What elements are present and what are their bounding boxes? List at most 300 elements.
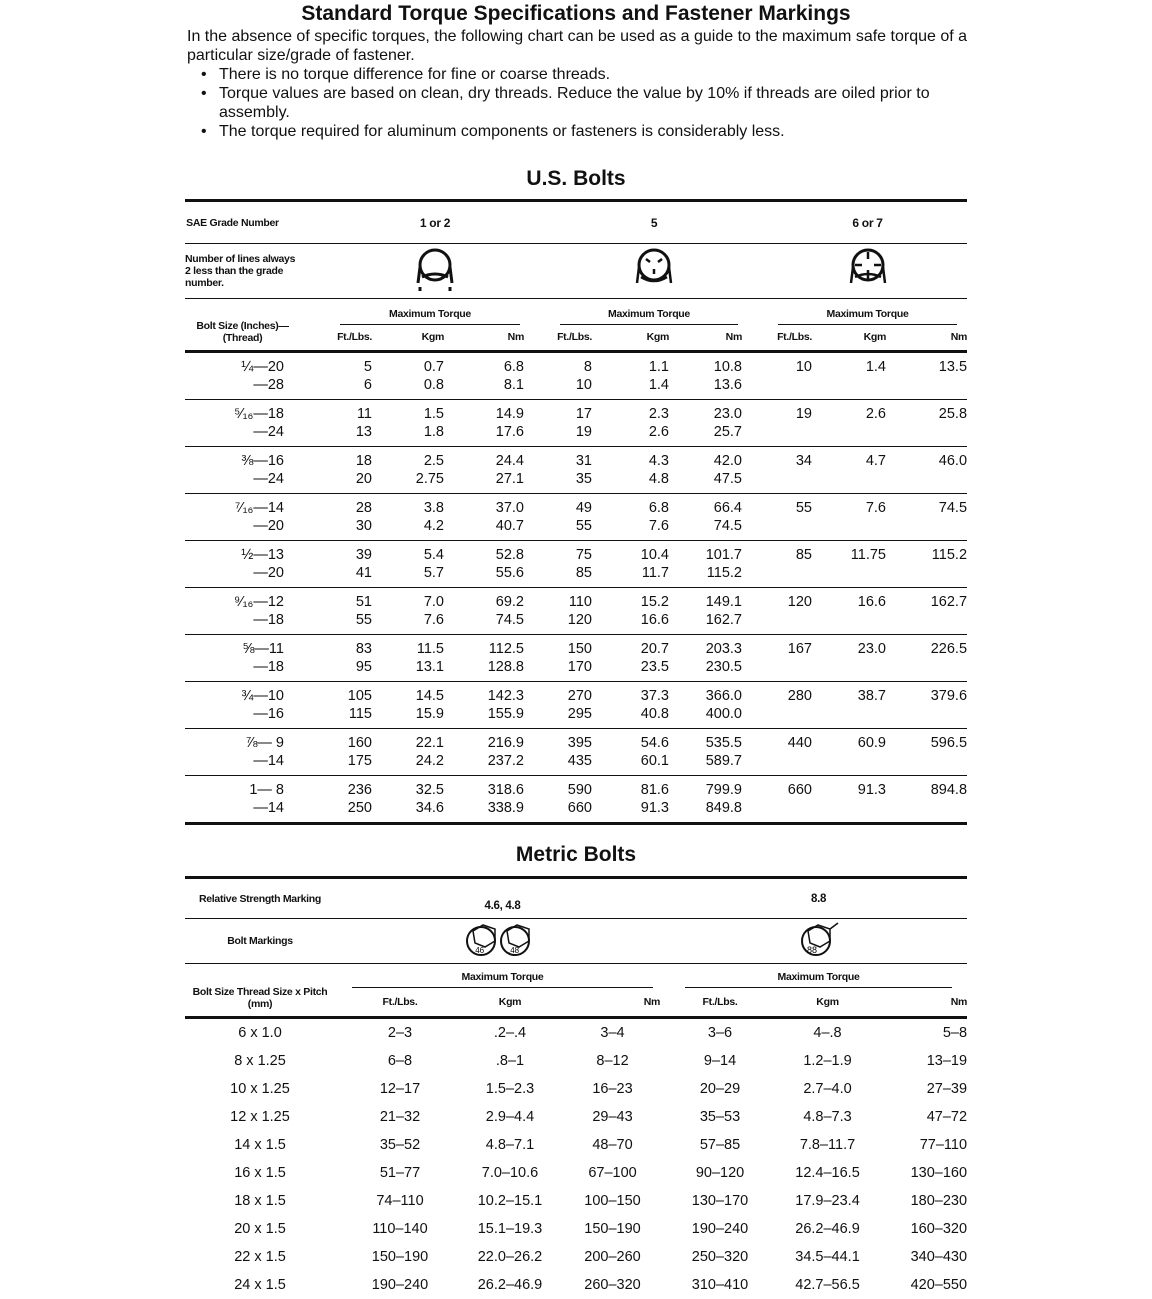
torque-cell — [748, 564, 818, 588]
torque-cell — [818, 423, 892, 447]
torque-cell: 175 — [347, 753, 372, 769]
torque-cell: 6.8 — [503, 359, 524, 375]
unit-label: Nm — [950, 331, 968, 344]
torque-cell: 250–320 — [691, 1249, 749, 1265]
torque-cell: 12.4–16.5 — [795, 1165, 860, 1181]
torque-cell: 590 — [567, 782, 592, 798]
bolt-size-cell: 16 x 1.5 — [234, 1165, 286, 1181]
torque-cell: 18 — [355, 453, 372, 469]
torque-cell: 16.6 — [640, 612, 669, 628]
torque-cell — [818, 517, 892, 541]
torque-cell: 400.0 — [705, 706, 742, 722]
markings-label: Bolt Markings — [185, 919, 335, 964]
torque-cell: 260–320 — [584, 1277, 641, 1293]
torque-cell: 8 — [583, 359, 592, 375]
torque-cell: 54.6 — [640, 735, 669, 751]
torque-cell: 2.3 — [648, 406, 669, 422]
torque-cell: 3–6 — [707, 1025, 733, 1041]
bolt-size-cell: ⅝—11 — [242, 641, 284, 657]
torque-cell: 660 — [787, 782, 812, 798]
table-row — [185, 1159, 967, 1187]
table-row — [185, 682, 967, 706]
table-row — [185, 1075, 967, 1103]
torque-cell: 6–8 — [387, 1053, 413, 1069]
bolt-head-grade-2-icon — [300, 244, 530, 299]
torque-cell: 190–240 — [691, 1221, 749, 1237]
max-torque-label: Maximum Torque — [340, 308, 520, 325]
bullet: • The torque required for aluminum components or fasteners is considerably less. — [201, 122, 977, 141]
bolt-size-cell: —24 — [253, 424, 284, 440]
torque-cell: 10 — [795, 359, 812, 375]
torque-cell: 110 — [568, 594, 592, 610]
bolt-size-cell: ½—13 — [241, 547, 284, 563]
lines-label: Number of lines always 2 less than the grade number. — [185, 244, 300, 299]
torque-cell — [748, 658, 818, 682]
grade-label: 6 or 7 — [748, 201, 967, 244]
torque-cell — [818, 470, 892, 494]
torque-cell: 596.5 — [930, 735, 968, 751]
torque-cell: 42.7–56.5 — [795, 1277, 860, 1293]
bolt-size-group — [185, 729, 967, 776]
unit-label: Nm — [507, 331, 524, 344]
torque-cell: 8.1 — [503, 377, 524, 393]
torque-cell: 310–410 — [691, 1277, 749, 1293]
torque-cell: 20.7 — [640, 641, 669, 657]
table-row — [185, 447, 967, 471]
torque-cell — [818, 564, 892, 588]
torque-cell: 24.4 — [495, 453, 524, 469]
torque-cell: 55 — [575, 518, 592, 534]
table-row — [185, 1131, 967, 1159]
torque-cell: 57–85 — [699, 1137, 741, 1153]
torque-cell: 10.4 — [640, 547, 669, 563]
torque-cell: 120 — [567, 612, 592, 628]
torque-cell: 5 — [363, 359, 372, 375]
torque-cell: 4.8–7.1 — [485, 1137, 535, 1153]
torque-cell: 155.9 — [487, 706, 524, 722]
torque-cell: 237.2 — [487, 753, 524, 769]
torque-cell — [748, 517, 818, 541]
torque-cell: 10.8 — [713, 359, 742, 375]
torque-cell: 318.6 — [487, 782, 524, 798]
torque-cell: 40.8 — [640, 706, 669, 722]
torque-cell: 13.5 — [938, 359, 968, 375]
torque-cell: 48–70 — [592, 1137, 633, 1153]
torque-cell: 74.5 — [938, 500, 968, 516]
torque-cell: 17.6 — [495, 424, 524, 440]
torque-cell — [892, 799, 967, 824]
torque-cell: 110–140 — [372, 1221, 428, 1237]
torque-cell: 226.5 — [930, 641, 968, 657]
torque-cell: 7.6 — [423, 612, 444, 628]
torque-cell: 660 — [567, 800, 592, 816]
torque-cell: 67–100 — [588, 1165, 637, 1181]
us-bolts-table — [185, 199, 967, 825]
bolt-size-cell: 8 x 1.25 — [234, 1053, 286, 1069]
torque-cell — [892, 376, 967, 400]
torque-cell: 11 — [356, 406, 372, 422]
bolt-size-cell: ⅞— 9 — [245, 735, 284, 751]
torque-cell: 39 — [355, 547, 372, 563]
strength-label: Relative Strength Marking — [185, 878, 335, 919]
torque-cell: 395 — [567, 735, 592, 751]
torque-cell: 74–110 — [376, 1193, 424, 1209]
torque-cell: 128.8 — [487, 659, 524, 675]
torque-cell: 51 — [355, 594, 372, 610]
table-row — [185, 470, 967, 494]
bolt-size-group — [185, 494, 967, 541]
torque-cell: 25.8 — [938, 406, 968, 422]
bolt-size-group — [185, 776, 967, 824]
bolt-size-cell: 6 x 1.0 — [238, 1025, 282, 1041]
torque-cell: 2–3 — [387, 1025, 413, 1041]
torque-cell: 19 — [795, 406, 812, 422]
torque-cell: 149.1 — [705, 594, 742, 610]
torque-cell: 83 — [355, 641, 372, 657]
torque-cell: 2.6 — [865, 406, 886, 422]
torque-cell: 894.8 — [930, 782, 968, 798]
metric-bolt-88-icon — [670, 919, 967, 964]
torque-cell: 7.0–10.6 — [481, 1165, 539, 1181]
bolt-size-cell: ¼—20 — [241, 359, 284, 375]
torque-cell: .8–1 — [495, 1053, 525, 1069]
torque-cell: 8–12 — [596, 1053, 629, 1069]
metric-bolt-46-48-icon — [335, 919, 670, 964]
torque-cell: 32.5 — [415, 782, 444, 798]
torque-cell: 440 — [787, 735, 812, 751]
torque-cell: 799.9 — [705, 782, 742, 798]
torque-cell: 95 — [355, 659, 372, 675]
torque-cell: 200–260 — [584, 1249, 641, 1265]
torque-cell: 5.4 — [423, 547, 444, 563]
torque-cell — [892, 423, 967, 447]
torque-cell: 130–160 — [910, 1165, 968, 1181]
table-row — [185, 752, 967, 776]
torque-cell: 51–77 — [379, 1165, 421, 1181]
table-row — [185, 729, 967, 753]
table-row — [185, 611, 967, 635]
torque-cell: 23.0 — [713, 406, 742, 422]
torque-cell: 7.6 — [648, 518, 669, 534]
bullet: • There is no torque difference for fine or coarse threads. — [201, 65, 977, 84]
torque-cell: 190–240 — [371, 1277, 429, 1293]
torque-cell: 55 — [355, 612, 372, 628]
torque-cell: 1.5 — [423, 406, 444, 422]
svg-text:.48: .48 — [507, 946, 519, 955]
torque-cell: 91.3 — [857, 782, 886, 798]
torque-cell: 81.6 — [640, 782, 669, 798]
torque-cell: 1.1 — [648, 359, 669, 375]
torque-cell: 60.1 — [640, 753, 669, 769]
table-row — [185, 1018, 967, 1048]
torque-cell: 142.3 — [487, 688, 524, 704]
torque-cell: 74.5 — [713, 518, 742, 534]
table-row — [185, 376, 967, 400]
torque-cell — [748, 423, 818, 447]
torque-cell: 23.5 — [640, 659, 669, 675]
torque-cell: 230.5 — [705, 659, 742, 675]
torque-cell: 34 — [795, 453, 812, 469]
torque-cell: 4.7 — [865, 453, 886, 469]
torque-cell: 6.8 — [648, 500, 669, 516]
torque-cell: 535.5 — [705, 735, 742, 751]
torque-cell — [892, 611, 967, 635]
torque-cell — [892, 470, 967, 494]
torque-cell: 203.3 — [705, 641, 742, 657]
unit-label: Kgm — [646, 331, 669, 344]
grade-label: 5 — [530, 201, 748, 244]
torque-cell: 31 — [575, 453, 592, 469]
torque-cell: 1.5–2.3 — [485, 1081, 535, 1097]
torque-cell: 15.1–19.3 — [477, 1221, 543, 1237]
max-torque-label: Maximum Torque — [778, 308, 957, 325]
torque-cell: 295 — [567, 706, 592, 722]
torque-cell — [748, 752, 818, 776]
bolt-head-grade-5-icon — [530, 244, 748, 299]
torque-cell: 4.8–7.3 — [803, 1109, 852, 1125]
bolt-size-cell: —18 — [253, 659, 284, 675]
torque-cell: 60.9 — [857, 735, 886, 751]
torque-cell: 120 — [787, 594, 812, 610]
torque-cell: 4.3 — [648, 453, 669, 469]
bolt-size-cell: 14 x 1.5 — [234, 1137, 286, 1153]
torque-cell: 589.7 — [705, 753, 742, 769]
bolt-size-cell: 18 x 1.5 — [234, 1193, 286, 1209]
torque-cell: 338.9 — [487, 800, 524, 816]
bolt-size-cell: 22 x 1.5 — [234, 1249, 286, 1265]
bolt-size-cell: —14 — [253, 800, 284, 816]
bolt-size-cell: 1— 8 — [249, 782, 284, 798]
table-row — [185, 423, 967, 447]
torque-cell: 47–72 — [926, 1109, 968, 1125]
torque-cell: 7.0 — [423, 594, 444, 610]
torque-cell — [748, 705, 818, 729]
bullet: • Torque values are based on clean, dry threads. Reduce the value by 10% if threads are oiled prior to assembly. — [201, 84, 977, 122]
torque-cell: 270 — [567, 688, 592, 704]
torque-cell: 5.7 — [423, 565, 444, 581]
unit-label: Nm — [725, 331, 742, 344]
torque-cell: 52.8 — [495, 547, 524, 563]
torque-cell: 23.0 — [857, 641, 886, 657]
bolt-size-cell: —16 — [253, 706, 284, 722]
unit-label: Ft./Lbs. — [557, 331, 592, 344]
torque-cell: 180–230 — [910, 1193, 968, 1209]
grade-label: 8.8 — [670, 878, 967, 919]
table-row — [185, 588, 967, 612]
max-torque-label: Maximum Torque — [685, 971, 952, 988]
torque-cell: 11.7 — [641, 565, 669, 581]
unit-label: Kgm — [421, 331, 444, 344]
torque-cell: 77–110 — [919, 1137, 968, 1153]
torque-cell: 35–53 — [699, 1109, 741, 1125]
torque-cell: 20 — [355, 471, 372, 487]
bolt-size-cell: —14 — [253, 753, 284, 769]
table-row — [185, 635, 967, 659]
torque-cell: 9–14 — [703, 1053, 737, 1069]
unit-label: Ft./Lbs. — [702, 995, 738, 1008]
torque-cell: 3.8 — [423, 500, 444, 516]
torque-cell: 35–52 — [379, 1137, 421, 1153]
bolt-size-cell: 24 x 1.5 — [234, 1277, 286, 1293]
torque-cell: 10 — [575, 377, 592, 393]
torque-cell — [818, 376, 892, 400]
torque-cell: 2.6 — [648, 424, 669, 440]
table-row — [185, 541, 967, 565]
torque-cell: 28 — [355, 500, 372, 516]
bolt-size-cell: 10 x 1.25 — [230, 1081, 290, 1097]
table-row — [185, 400, 967, 424]
unit-label: Ft./Lbs. — [337, 331, 372, 344]
svg-text:88: 88 — [806, 945, 817, 955]
torque-cell: 112.5 — [488, 641, 524, 657]
torque-cell — [748, 470, 818, 494]
us-bolts-title: U.S. Bolts — [526, 167, 626, 190]
torque-cell: 435 — [567, 753, 592, 769]
bolt-size-cell: ⁷⁄₁₆—14 — [234, 500, 284, 516]
torque-cell — [818, 658, 892, 682]
torque-cell: 13–19 — [926, 1053, 968, 1069]
bolt-size-cell: —24 — [253, 471, 284, 487]
torque-cell: 26.2–46.9 — [795, 1221, 860, 1237]
bolt-size-group — [185, 447, 967, 494]
torque-cell: 24.2 — [415, 753, 444, 769]
torque-cell: 91.3 — [640, 800, 669, 816]
table-row — [185, 352, 967, 377]
torque-cell: 47.5 — [713, 471, 742, 487]
torque-cell: 4.8 — [648, 471, 669, 487]
grade-label: 4.6, 4.8 — [335, 878, 670, 919]
unit-label: Kgm — [498, 995, 522, 1008]
table-row — [185, 1243, 967, 1271]
torque-cell: 115 — [348, 706, 372, 722]
torque-cell: 12–17 — [379, 1081, 421, 1097]
unit-label: Nm — [950, 995, 968, 1008]
unit-label: Nm — [643, 995, 661, 1008]
torque-cell: 216.9 — [487, 735, 524, 751]
torque-cell: 16.6 — [857, 594, 886, 610]
torque-cell: 25.7 — [713, 424, 742, 440]
table-row — [185, 705, 967, 729]
torque-cell: 366.0 — [705, 688, 742, 704]
torque-cell: 2.9–4.4 — [485, 1109, 535, 1125]
torque-cell: 35 — [575, 471, 592, 487]
torque-cell: 160–320 — [910, 1221, 968, 1237]
unit-label: Kgm — [816, 995, 839, 1008]
torque-cell: 7.8–11.7 — [799, 1137, 856, 1153]
torque-cell: 162.7 — [705, 612, 742, 628]
torque-cell: 15.9 — [415, 706, 444, 722]
torque-cell: 340–430 — [910, 1249, 968, 1265]
bolt-size-group — [185, 635, 967, 682]
torque-cell: 2.5 — [423, 453, 444, 469]
torque-cell: 105 — [347, 688, 372, 704]
torque-cell: 22.1 — [415, 735, 444, 751]
torque-cell: 27–39 — [926, 1081, 968, 1097]
torque-cell: 49 — [575, 500, 592, 516]
bolt-size-cell: —20 — [253, 518, 284, 534]
sae-grade-label: SAE Grade Number — [185, 201, 300, 244]
unit-label: Ft./Lbs. — [382, 995, 418, 1008]
torque-cell: 42.0 — [713, 453, 742, 469]
table-row — [185, 1047, 967, 1075]
torque-cell: 40.7 — [495, 518, 524, 534]
torque-cell: 1.8 — [423, 424, 444, 440]
torque-cell — [818, 752, 892, 776]
torque-cell: .2–.4 — [493, 1025, 527, 1041]
torque-cell: 69.2 — [495, 594, 524, 610]
bolt-size-cell: 12 x 1.25 — [230, 1109, 290, 1125]
torque-cell: 29–43 — [592, 1109, 633, 1125]
torque-cell: 37.0 — [495, 500, 524, 516]
torque-cell — [892, 658, 967, 682]
torque-cell: 30 — [355, 518, 372, 534]
torque-cell: 170 — [567, 659, 592, 675]
torque-cell: 13 — [355, 424, 372, 440]
torque-cell: 1.4 — [648, 377, 669, 393]
torque-cell — [892, 705, 967, 729]
bolt-size-group — [185, 541, 967, 588]
torque-cell: 37.3 — [640, 688, 669, 704]
torque-cell — [892, 752, 967, 776]
torque-cell: 6 — [363, 377, 372, 393]
torque-cell: 15.2 — [640, 594, 669, 610]
intro — [187, 27, 977, 141]
torque-cell: 849.8 — [705, 800, 742, 816]
torque-cell — [892, 564, 967, 588]
torque-cell: 16–23 — [592, 1081, 633, 1097]
table-row — [185, 799, 967, 824]
torque-cell — [818, 611, 892, 635]
torque-cell: 130–170 — [691, 1193, 749, 1209]
torque-cell — [748, 799, 818, 824]
torque-cell: 1.4 — [865, 359, 886, 375]
torque-cell: 420–550 — [910, 1277, 968, 1293]
bolt-size-label: Bolt Size Thread Size x Pitch (mm) — [192, 986, 328, 1010]
bolt-size-group — [185, 588, 967, 635]
torque-cell: 0.7 — [423, 359, 444, 375]
torque-cell: 150–190 — [371, 1249, 429, 1265]
bolt-size-cell: —18 — [253, 612, 284, 628]
torque-cell: 19 — [575, 424, 592, 440]
torque-cell: 150 — [567, 641, 592, 657]
torque-cell: 280 — [787, 688, 812, 704]
table-row — [185, 1103, 967, 1131]
torque-cell: 20–29 — [699, 1081, 741, 1097]
torque-cell: 236 — [347, 782, 372, 798]
torque-cell: 22.0–26.2 — [477, 1249, 543, 1265]
torque-cell: 2.7–4.0 — [803, 1081, 852, 1097]
torque-cell: 11.5 — [416, 641, 444, 657]
bolt-size-group — [185, 400, 967, 447]
torque-cell — [892, 517, 967, 541]
torque-cell: 55.6 — [495, 565, 524, 581]
table-row — [185, 776, 967, 800]
torque-cell: 160 — [347, 735, 372, 751]
bolt-size-cell: ⁵⁄₁₆—18 — [234, 406, 284, 422]
bolt-size-cell: —20 — [253, 565, 284, 581]
torque-cell: 115.2 — [706, 565, 742, 581]
bolt-size-group — [185, 682, 967, 729]
max-torque-label: Maximum Torque — [352, 971, 654, 988]
torque-cell: 10.2–15.1 — [477, 1193, 543, 1209]
table-row — [185, 658, 967, 682]
torque-cell — [818, 705, 892, 729]
grade-label: 1 or 2 — [300, 201, 530, 244]
torque-cell: 14.9 — [495, 406, 524, 422]
bolt-size-group — [185, 352, 967, 400]
torque-cell: 1.2–1.9 — [803, 1053, 852, 1069]
torque-cell: 4.2 — [423, 518, 444, 534]
